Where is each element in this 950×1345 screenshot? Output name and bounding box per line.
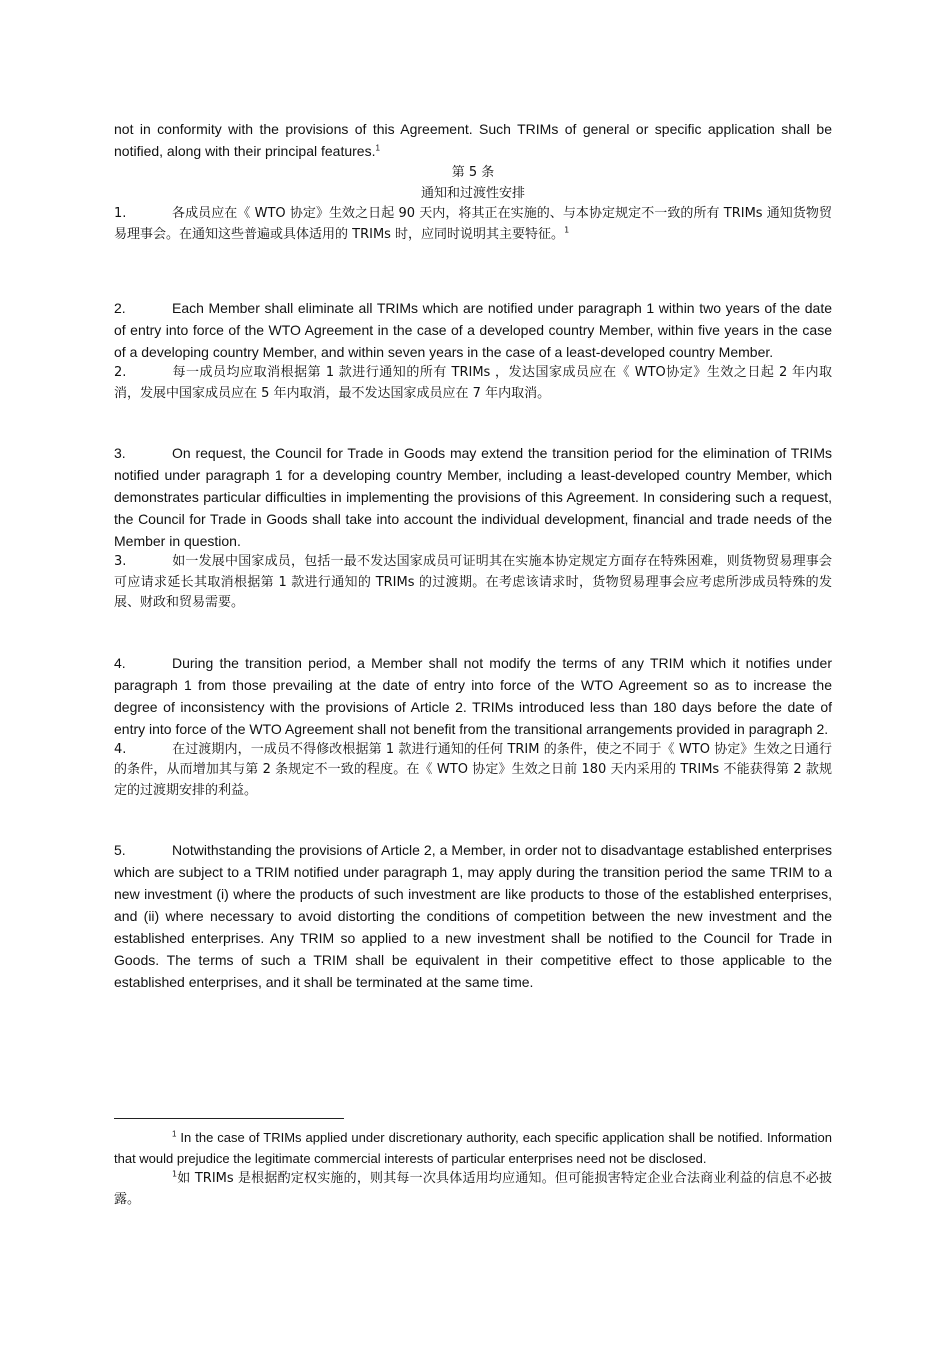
paragraph-2-zh [114, 363, 832, 404]
paragraph-number: 1. [114, 206, 127, 221]
footnote-marker: 1 [564, 225, 570, 235]
footnote-marker: 1 [172, 1169, 178, 1179]
paragraph-number: 3. [114, 445, 126, 461]
article-title: 通知和过渡性安排 [420, 186, 525, 201]
intro-text: not in conformity with the provisions of this Agreement. Such TRIMs of general or specific application shall be notified, along with their principal features. [114, 121, 832, 159]
paragraph-number: 2. [114, 365, 127, 380]
paragraph-4-en [114, 652, 832, 740]
footnote-marker: 1 [172, 1129, 177, 1139]
footnote-zh [114, 1169, 832, 1210]
paragraph-3-en [114, 442, 832, 552]
paragraph-text: 在过渡期内，一成员不得修改根据第 1 款进行通知的任何 TRIM 的条件，使之不同于《 WTO 协定》生效之日通行的条件，从而增加其与第 2 条规定不一致的程度。在《 WTO 协定》生效之日前 180 天内采用的 TRIMs 不能获得第 2 款规定的过渡期安排的利益。 [114, 741, 832, 798]
paragraph-4-zh [114, 740, 832, 802]
article-heading: 第 5 条 [451, 165, 495, 180]
paragraph-text: Each Member shall eliminate all TRIMs which are notified under paragraph 1 within two years of the date of entry into force of the WTO Agreement in the case of a developed country Member, within five years in the case of a developing country Member, and within seven years in the case of a least-developed country Member. [114, 300, 832, 360]
footnote-divider [114, 1118, 344, 1119]
paragraph-text: 如一发展中国家成员，包括一最不发达国家成员可证明其在实施本协定规定方面存在特殊困难，则货物贸易理事会可应请求延长其取消根据第 1 款进行通知的 TRIMs 的过渡期。在考虑该请求时，货物贸易理事会应考虑所涉成员特殊的发展、财政和贸易需要。 [114, 554, 832, 610]
paragraph-1-zh [114, 204, 832, 245]
document-body [114, 118, 832, 993]
paragraph-number: 2. [114, 300, 126, 316]
paragraph-text: During the transition period, a Member shall not modify the terms of any TRIM which it notifies under paragraph 1 from those prevailing at the date of entry into force of the WTO Agreement so as to increase the degree of inconsistency with the provisions of Article 2. TRIMs introduced less than 180 days before the date of entry into force of the WTO Agreement shall not benefit from the transitional arrangements provided in paragraph 2. [114, 654, 832, 737]
paragraph-number: 4. [114, 741, 127, 757]
footnote-marker: 1 [375, 143, 380, 153]
paragraph-3-zh [114, 552, 832, 614]
footnote-en [114, 1128, 832, 1169]
paragraph-2-en [114, 297, 832, 363]
intro-paragraph [114, 118, 832, 162]
paragraph-number: 4. [114, 654, 126, 671]
paragraph-text: On request, the Council for Trade in Goods may extend the transition period for the elimination of TRIMs notified under paragraph 1 for a developing country Member, including a least-developed country Member, which demonstrates particular difficulties in implementing the provisions of this Agreement. In considering such a request, the Council for Trade in Goods shall take into account the individual development, financial and trade needs of the Member in question. [114, 445, 832, 549]
footnote-text: In the case of TRIMs applied under discretionary authority, each specific application shall be notified. Information that would prejudice the legitimate commercial interests of particular enterprises need not be disclosed. [114, 1130, 832, 1166]
paragraph-text: 各成员应在《 WTO 协定》生效之日起 90 天内，将其正在实施的、与本协定规定不一致的所有 TRIMs 通知货物贸易理事会。在通知这些普遍或具体适用的 TRIMs 时，应同时说明其主要特征。 [114, 206, 832, 242]
paragraph-number: 5. [114, 842, 126, 858]
paragraph-number: 3. [114, 554, 127, 569]
footnote-text: 如 TRIMs 是根据酌定权实施的，则其每一次具体适用均应通知。但可能损害特定企业合法商业利益的信息不必披露。 [114, 1171, 832, 1207]
paragraph-text: 每一成员均应取消根据第 1 款进行通知的所有 TRIMs ，发达国家成员应在《 WTO协定》生效之日起 2 年内取消，发展中国家成员应在 5 年内取消，最不发达国家成员应在 7 年内取消。 [114, 365, 832, 401]
paragraph-5-en [114, 839, 832, 993]
footnotes [114, 1128, 832, 1210]
paragraph-text: Notwithstanding the provisions of Article 2, a Member, in order not to disadvantage established enterprises which are subject to a TRIM notified under paragraph 1, may apply during the transition period the same TRIM to a new investment (i) where the products of such investment are like products to those of the established enterprises, and (ii) where necessary to avoid distorting the conditions of competition between the new investment and the established enterprises. Any TRIM so applied to a new investment shall be notified to the Council for Trade in Goods. The terms of such a TRIM shall be equivalent in their competitive effect to those applicable to the established enterprises, and it shall be terminated at the same time. [114, 842, 832, 990]
